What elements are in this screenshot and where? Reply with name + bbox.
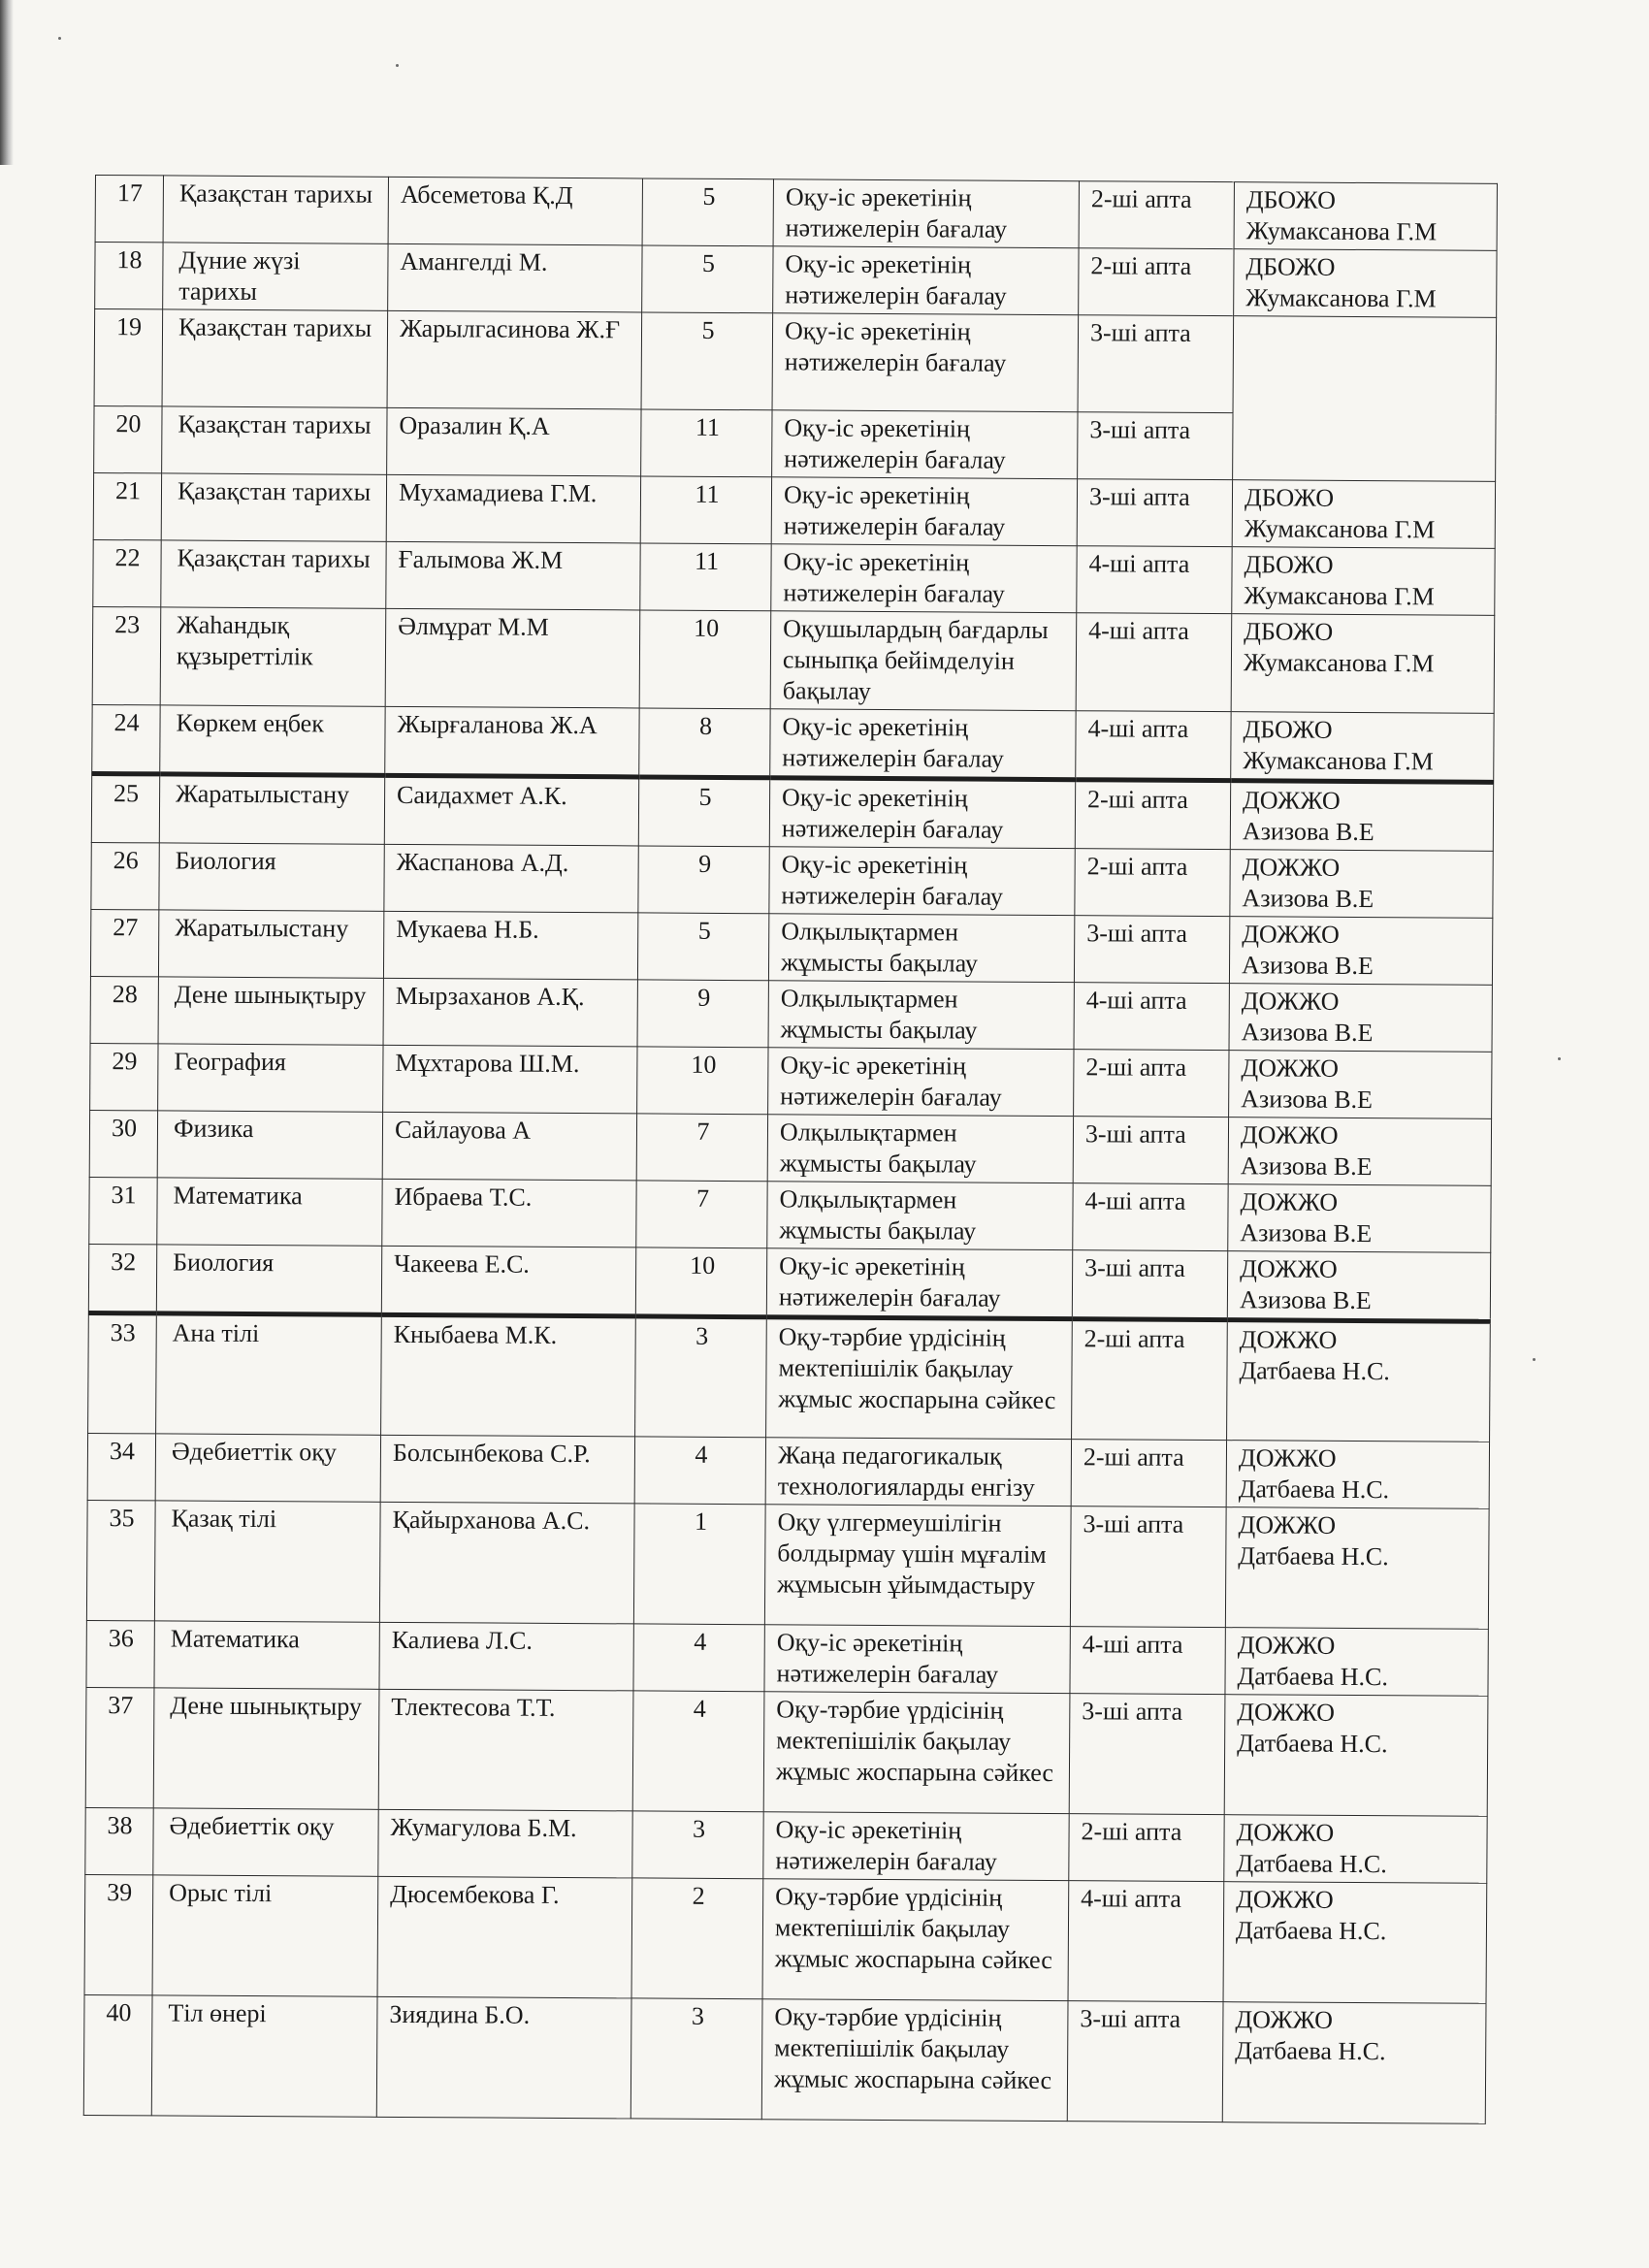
subject-cell: Қазақстан тарихы [162, 309, 388, 407]
responsible-cell [1225, 1507, 1489, 1630]
topic-cell: Оқу-іс әрекетінің нәтижелерін бағалау [763, 1812, 1069, 1881]
week-cell: 4-ші апта [1070, 1627, 1225, 1695]
topic-cell: Оқу-іс әрекетінің нәтижелерін бағалау [771, 544, 1077, 613]
responsible-role: ДОЖЖО [1241, 1053, 1340, 1083]
grade-cell: 5 [642, 178, 773, 246]
grade-cell: 10 [639, 610, 771, 709]
week-cell: 3-ші апта [1070, 1507, 1226, 1628]
week-cell: 2-ші апта [1069, 1814, 1224, 1882]
teacher-cell: Ғалымова Ж.М [386, 541, 640, 610]
topic-cell: Оқу-іс әрекетінің нәтижелерін бағалау [772, 410, 1078, 479]
responsible-role: ДОЖЖО [1235, 2005, 1334, 2034]
responsible-cell [1223, 1882, 1487, 2004]
week-cell: 4-ші апта [1076, 711, 1231, 781]
row-number: 38 [85, 1807, 153, 1874]
grade-cell: 5 [637, 913, 768, 981]
table-row [93, 539, 1495, 615]
responsible-role: ДОЖЖО [1236, 1885, 1334, 1914]
week-cell: 2-ші апта [1072, 1319, 1228, 1441]
scan-speck [1558, 1057, 1561, 1060]
subject-cell: Тіл өнері [151, 1995, 377, 2117]
responsible-cell [1226, 1441, 1489, 1509]
week-cell: 3-ші апта [1072, 1250, 1227, 1320]
topic-cell: Оқу-іс әрекетінің нәтижелерін бағалау [769, 847, 1075, 916]
teacher-cell: Әлмұрат М.М [385, 608, 640, 708]
responsible-role: ДОЖЖО [1240, 1120, 1339, 1150]
scan-edge-shadow [0, 0, 14, 165]
table-row [87, 1433, 1489, 1508]
table-row [89, 1177, 1491, 1252]
responsible-cell [1224, 1815, 1487, 1884]
responsible-cell [1229, 1051, 1492, 1119]
responsible-person: Датбаева Н.С. [1236, 1849, 1387, 1879]
responsible-role: ДБОЖО [1245, 252, 1336, 281]
subject-cell: География [158, 1044, 383, 1112]
row-number: 36 [86, 1620, 154, 1687]
subject-cell: Әдебиеттік оқу [153, 1808, 378, 1876]
table-row [90, 909, 1492, 985]
grade-cell: 3 [632, 1811, 763, 1879]
responsible-person: Жумаксанова Г.М [1245, 216, 1438, 246]
teacher-cell: Мұхтарова Ш.М. [383, 1045, 637, 1114]
table-row [83, 1994, 1486, 2123]
responsible-person: Жумаксанова Г.М [1244, 514, 1436, 544]
responsible-role: ДОЖЖО [1240, 1187, 1339, 1216]
row-number: 40 [83, 1994, 152, 2115]
topic-cell: Олқылықтармен жұмысты бақылау [768, 914, 1074, 983]
teacher-cell: Оразалин Қ.А [387, 407, 641, 476]
responsible-cell [1233, 316, 1497, 482]
responsible-role: ДОЖЖО [1240, 1254, 1338, 1283]
topic-cell: Оқу-іс әрекетінің нәтижелерін бағалау [769, 778, 1075, 849]
table-row [88, 1312, 1491, 1442]
row-number: 27 [90, 909, 158, 976]
responsible-cell [1222, 2002, 1486, 2124]
responsible-role: ДОЖЖО [1242, 853, 1341, 882]
table-row [95, 176, 1497, 251]
row-number: 25 [91, 773, 159, 842]
table-row [90, 976, 1492, 1052]
responsible-cell [1228, 1184, 1491, 1253]
table-row [86, 1620, 1488, 1696]
responsible-person: Датбаева Н.С. [1237, 1729, 1388, 1759]
grade-cell: 2 [631, 1878, 763, 1999]
grade-cell: 7 [636, 1181, 767, 1248]
subject-cell: Жаратылыстану [158, 910, 383, 978]
subject-cell: Дүние жүзі тарихы [163, 243, 388, 310]
teacher-cell: Калиева Л.С. [379, 1622, 633, 1691]
row-number: 32 [88, 1244, 156, 1312]
responsible-role: ДОЖЖО [1236, 1818, 1335, 1847]
responsible-person: Азизова В.Е [1240, 1218, 1373, 1248]
responsible-role: ДОЖЖО [1237, 1631, 1336, 1660]
responsible-role: ДОЖЖО [1239, 1325, 1338, 1354]
teacher-cell: Саидахмет А.К. [384, 775, 638, 846]
row-number: 33 [88, 1312, 157, 1433]
responsible-role: ДБОЖО [1243, 715, 1333, 744]
responsible-cell [1227, 1251, 1490, 1322]
week-cell: 2-ші апта [1079, 248, 1234, 316]
responsible-cell [1229, 917, 1492, 986]
row-number: 18 [95, 243, 163, 309]
teacher-cell: Мырзаханов А.Қ. [383, 978, 637, 1047]
row-number: 22 [93, 539, 161, 606]
week-cell: 3-ші апта [1067, 2001, 1223, 2122]
week-cell: 3-ші апта [1078, 412, 1233, 480]
grade-cell: 9 [638, 846, 769, 914]
grade-cell: 3 [630, 1998, 762, 2120]
teacher-cell: Болсынбекова С.Р. [380, 1435, 634, 1504]
scan-speck [1533, 1358, 1536, 1361]
grade-cell: 3 [635, 1316, 767, 1438]
subject-cell: Орыс тілі [152, 1875, 378, 1996]
table-row [88, 1244, 1490, 1321]
teacher-cell: Кныбаева М.К. [381, 1314, 636, 1437]
teacher-cell: Мукаева Н.Б. [383, 911, 637, 980]
subject-cell: Жаратылыстану [159, 774, 384, 844]
table-row [84, 1874, 1487, 2003]
subject-cell: Қазақстан тарихы [161, 540, 386, 608]
table-row [86, 1500, 1489, 1629]
responsible-role: ДОЖЖО [1237, 1698, 1336, 1727]
grade-cell: 8 [639, 708, 770, 778]
teacher-cell: Абсеметова Қ.Д [388, 177, 642, 245]
row-number: 35 [86, 1500, 155, 1620]
week-cell: 3-ші апта [1069, 1694, 1225, 1815]
responsible-cell [1229, 984, 1492, 1053]
table-row [93, 472, 1495, 548]
responsible-cell [1225, 1628, 1488, 1697]
responsible-cell [1227, 1320, 1491, 1442]
grade-cell: 7 [636, 1114, 767, 1182]
grade-cell: 11 [640, 476, 771, 544]
grade-cell: 5 [642, 245, 773, 313]
week-cell: 2-ші апта [1075, 780, 1230, 850]
subject-cell: Қазақстан тарихы [163, 176, 388, 243]
responsible-cell [1234, 182, 1497, 251]
topic-cell: Оқу-іс әрекетінің нәтижелерін бағалау [773, 179, 1079, 248]
row-number: 19 [94, 309, 163, 406]
topic-cell: Оқу-тәрбие үрдісінің мектепішілік бақылау жұмыс жоспарына сәйкес [761, 1999, 1068, 2122]
responsible-person: Датбаева Н.С. [1238, 1541, 1389, 1571]
table-row [92, 704, 1494, 782]
responsible-person: Жумаксанова Г.М [1243, 648, 1435, 678]
schedule-sheet [83, 175, 1498, 2124]
week-cell: 4-ші апта [1076, 613, 1232, 712]
week-cell: 4-ші апта [1074, 983, 1229, 1051]
responsible-cell [1228, 1118, 1491, 1186]
teacher-cell: Жумагулова Б.М. [378, 1809, 632, 1878]
topic-cell: Жаңа педагогикалық технологияларды енгізу [765, 1438, 1071, 1507]
subject-cell: Қазақстан тарихы [162, 406, 387, 474]
teacher-cell: Дюсембекова Г. [377, 1876, 632, 1998]
topic-cell: Оқу-іс әрекетінің нәтижелерін бағалау [770, 709, 1076, 780]
subject-cell: Физика [157, 1111, 382, 1179]
responsible-role: ДОЖЖО [1238, 1510, 1337, 1539]
grade-cell: 9 [637, 980, 768, 1048]
subject-cell: Жаһандық құзыреттілік [160, 607, 386, 706]
grade-cell: 4 [634, 1437, 765, 1505]
table-row [91, 773, 1493, 851]
row-number: 31 [89, 1177, 157, 1244]
responsible-cell [1224, 1695, 1488, 1817]
week-cell: 3-ші апта [1077, 479, 1232, 547]
row-number: 29 [90, 1043, 158, 1110]
subject-cell: Дене шынықтыру [158, 977, 383, 1045]
topic-cell: Оқушылардың бағдарлы сыныпқа бейімделуін бақылау [770, 611, 1077, 711]
subject-cell: Қазақ тілі [154, 1501, 380, 1622]
responsible-role: ДБОЖО [1244, 483, 1335, 512]
responsible-person: Азизова В.Е [1239, 1285, 1372, 1315]
responsible-role: ДОЖЖО [1238, 1443, 1337, 1473]
subject-cell: Ана тілі [156, 1313, 382, 1435]
topic-cell: Олқылықтармен жұмысты бақылау [768, 981, 1074, 1050]
week-cell: 2-ші апта [1075, 849, 1230, 917]
teacher-cell: Қайырханова А.С. [379, 1502, 634, 1624]
scan-speck [396, 64, 399, 67]
subject-cell: Математика [154, 1621, 379, 1689]
responsible-role: ДБОЖО [1244, 617, 1334, 646]
table-row [91, 842, 1493, 918]
subject-cell: Биология [156, 1245, 381, 1314]
teacher-cell: Сайлауова А [382, 1112, 636, 1181]
topic-cell: Оқу үлгермеушілігін болдырмау үшін мұғалім жұмысын ұйымдастыру [764, 1505, 1071, 1627]
grade-cell: 11 [640, 543, 771, 611]
subject-cell: Көркем еңбек [160, 705, 385, 775]
responsible-person: Азизова В.Е [1241, 1018, 1374, 1048]
row-number: 24 [92, 704, 160, 773]
table-row [92, 606, 1495, 713]
responsible-person: Датбаева Н.С. [1238, 1474, 1390, 1505]
row-number: 39 [84, 1874, 153, 1994]
responsible-person: Датбаева Н.С. [1235, 1916, 1387, 1946]
grade-cell: 4 [632, 1691, 764, 1812]
teacher-cell: Зиядина Б.О. [376, 1996, 631, 2119]
subject-cell: Қазақстан тарихы [161, 473, 386, 541]
week-cell: 2-ші апта [1071, 1440, 1226, 1507]
row-number: 30 [89, 1110, 157, 1177]
grade-cell: 5 [638, 777, 769, 847]
responsible-person: Азизова В.Е [1241, 951, 1374, 981]
table-body [83, 176, 1497, 2124]
responsible-cell [1232, 547, 1495, 616]
row-number: 17 [95, 176, 163, 243]
scan-speck [58, 37, 61, 40]
teacher-cell: Чакеева Е.С. [381, 1246, 635, 1316]
responsible-person: Азизова В.Е [1240, 1151, 1373, 1182]
week-cell: 2-ші апта [1079, 181, 1234, 249]
table-row [85, 1687, 1488, 1816]
table-row [89, 1110, 1491, 1185]
week-cell: 4-ші апта [1073, 1183, 1228, 1251]
row-number: 21 [93, 472, 161, 539]
topic-cell: Оқу-іс әрекетінің нәтижелерін бағалау [773, 246, 1079, 315]
grade-cell: 5 [641, 312, 773, 410]
responsible-person: Датбаева Н.С. [1235, 2036, 1386, 2066]
control-schedule-table [83, 175, 1498, 2124]
table-row [90, 1043, 1492, 1118]
teacher-cell: Мухамадиева Г.М. [386, 474, 640, 543]
topic-cell: Олқылықтармен жұмысты бақылау [767, 1182, 1073, 1250]
table-row [85, 1807, 1487, 1883]
week-cell: 3-ші апта [1073, 1117, 1228, 1184]
responsible-cell [1234, 249, 1497, 318]
topic-cell: Оқу-тәрбие үрдісінің мектепішілік бақылау жұмыс жоспарына сәйкес [762, 1879, 1069, 2001]
teacher-cell: Тлектесова Т.Т. [378, 1689, 633, 1811]
subject-cell: Дене шынықтыру [153, 1688, 379, 1809]
responsible-cell [1232, 480, 1495, 549]
responsible-cell [1230, 850, 1493, 919]
responsible-role: ДОЖЖО [1241, 987, 1340, 1016]
row-number: 34 [87, 1433, 155, 1500]
topic-cell: Оқу-іс әрекетінің нәтижелерін бағалау [768, 1048, 1074, 1117]
grade-cell: 10 [635, 1247, 766, 1317]
teacher-cell: Ибраева Т.С. [382, 1179, 636, 1247]
responsible-person: Азизова В.Е [1242, 884, 1374, 914]
topic-cell: Оқу-іс әрекетінің нәтижелерін бағалау [772, 313, 1079, 412]
responsible-person: Датбаева Н.С. [1237, 1662, 1389, 1692]
row-number: 37 [85, 1687, 154, 1807]
responsible-role: ДОЖЖО [1242, 786, 1341, 815]
responsible-cell [1231, 614, 1495, 714]
teacher-cell: Жырғаланова Ж.А [385, 706, 639, 777]
week-cell: 4-ші апта [1068, 1881, 1224, 2002]
responsible-cell [1230, 781, 1493, 852]
responsible-person: Жумаксанова Г.М [1244, 581, 1435, 611]
topic-cell: Оқу-тәрбие үрдісінің мектепішілік бақылау жұмыс жоспарына сәйкес [763, 1692, 1070, 1814]
week-cell: 3-ші апта [1074, 916, 1229, 984]
table-row [95, 243, 1497, 318]
topic-cell: Оқу-іс әрекетінің нәтижелерін бағалау [771, 477, 1077, 546]
topic-cell: Оқу-тәрбие үрдісінің мектепішілік бақылау жұмыс жоспарына сәйкес [766, 1317, 1073, 1440]
responsible-person: Жумаксанова Г.М [1245, 283, 1437, 313]
grade-cell: 1 [633, 1504, 765, 1625]
topic-cell: Оқу-іс әрекетінің нәтижелерін бағалау [764, 1625, 1070, 1694]
subject-cell: Биология [159, 843, 384, 911]
grade-cell: 11 [641, 409, 772, 477]
row-number: 20 [94, 405, 162, 472]
responsible-cell [1231, 712, 1494, 783]
responsible-person: Датбаева Н.С. [1239, 1356, 1390, 1386]
responsible-person: Жумаксанова Г.М [1243, 746, 1434, 776]
responsible-role: ДБОЖО [1245, 185, 1336, 214]
responsible-role: ДОЖЖО [1242, 920, 1340, 949]
row-number: 26 [91, 842, 159, 909]
teacher-cell: Жаспанова А.Д. [384, 844, 638, 913]
responsible-person: Азизова В.Е [1242, 817, 1374, 847]
week-cell: 3-ші апта [1078, 315, 1234, 413]
table-row [94, 309, 1497, 415]
subject-cell: Математика [157, 1178, 382, 1246]
grade-cell: 10 [637, 1047, 768, 1115]
topic-cell: Олқылықтармен жұмысты бақылау [767, 1115, 1073, 1183]
row-number: 23 [92, 606, 161, 704]
teacher-cell: Жарылгасинова Ж.Ғ [387, 310, 642, 409]
subject-cell: Әдебиеттік оқу [155, 1434, 380, 1502]
week-cell: 4-ші апта [1077, 546, 1232, 614]
teacher-cell: Амангелді М. [388, 243, 642, 312]
grade-cell: 4 [633, 1624, 764, 1692]
responsible-role: ДБОЖО [1244, 550, 1334, 579]
responsible-person: Азизова В.Е [1241, 1085, 1374, 1115]
topic-cell: Оқу-іс әрекетінің нәтижелерін бағалау [766, 1248, 1072, 1319]
row-number: 28 [90, 976, 158, 1043]
week-cell: 2-ші апта [1074, 1050, 1229, 1118]
